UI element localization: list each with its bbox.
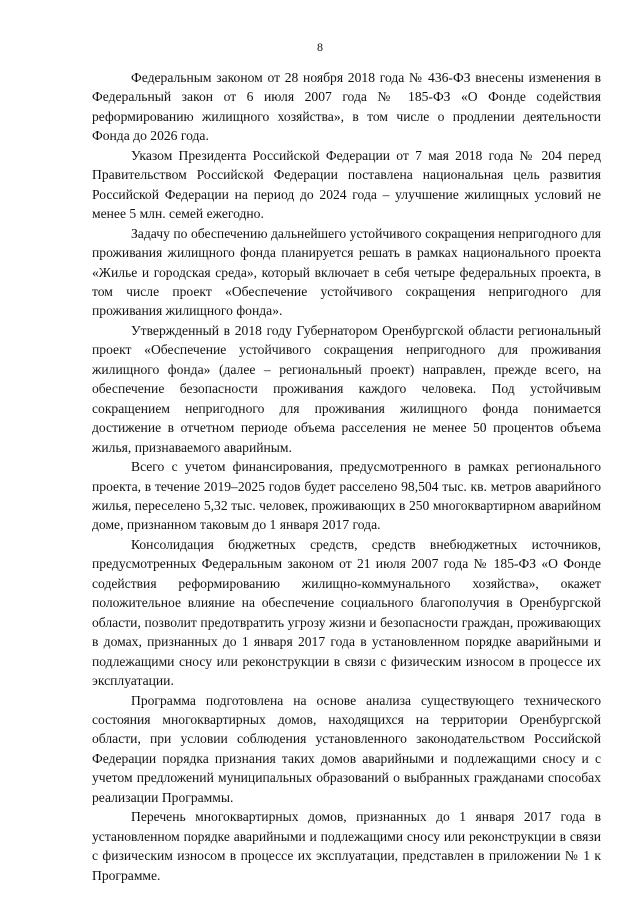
page-number: 8 (317, 40, 323, 54)
paragraph-budget-consolidation: Консолидация бюджетных средств, средств внебюджетных источников, предусмотренных Федеральным законом от 21 июля 2007 года № 185-ФЗ «О Фонде содействия реформированию жилищно-коммунального хозяйства», окажет положительное влияние на обеспечение социального благополучия в Оренбургской области, позволит предотвратить угрозу жизни и безопасности граждан, проживающих в домах, признанных до 1 января 2017 года в установленном порядке аварийными и подлежащими сносу или реконструкции в связи с физическим износом в процессе их эксплуатации. (92, 536, 601, 689)
paragraph-financing-totals: Всего с учетом финансирования, предусмотренного в рамках регионального проекта, в течение 2019–2025 годов будет расселено 98,504 тыс. кв. метров аварийного жилья, переселено 5,32 тыс. человек, проживающих в 250 многоквартирном аварийном доме, признанном таковым до 1 января 2017 года. (92, 459, 601, 533)
paragraph-regional-project: Утвержденный в 2018 году Губернатором Оренбургской области региональный проект «Обеспечение устойчивого сокращения непригодного для проживания жилищного фонда» (далее – региональный проект) направлен, прежде всего, на обеспечение безопасности проживания каждого человека. Под устойчивым сокращением непригодного для проживания жилищного фонда понимается достижение в отчетном периоде объема расселения не менее 50 процентов объема жилья, признаваемого аварийным. (92, 322, 601, 455)
paragraph-federal-law-436: Федеральным законом от 28 ноября 2018 года № 436-ФЗ внесены изменения в Федеральный закон от 6 июля 2007 года № 185-ФЗ «О Фонде содействия реформированию жилищного хозяйства», в том числе о продлении деятельности Фонда до 2026 года. (92, 70, 601, 144)
paragraph-national-project-task: Задачу по обеспечению дальнейшего устойчивого сокращения непригодного для проживания жилищного фонда планируется решать в рамках национального проекта «Жилье и городская среда», который включает в себя четыре федеральных проекта, в том числе проект «Обеспечение устойчивого сокращения непригодного для проживания жилищного фонда». (92, 225, 601, 319)
document-body (92, 68, 601, 885)
paragraph-building-list-reference: Перечень многоквартирных домов, признанных до 1 января 2017 года в установленном порядке аварийными и подлежащими сносу или реконструкции в связи с физическим износом в процессе их эксплуатации, представлен в приложении № 1 к Программе. (92, 809, 601, 883)
paragraph-presidential-decree-204: Указом Президента Российской Федерации от 7 мая 2018 года № 204 перед Правительством Российской Федерации поставлена национальная цель развития Российской Федерации на период до 2024 года – улучшение жилищных условий не менее 5 млн. семей ежегодно. (92, 147, 601, 222)
paragraph-program-basis: Программа подготовлена на основе анализа существующего технического состояния многоквартирных домов, находящихся на территории Оренбургской области, при условии соблюдения установленного законодательством Российской Федерации порядка признания таких домов аварийными и подлежащими сносу и с учетом предложений муниципальных образований о выбранных гражданами способах реализации Программы. (92, 692, 601, 805)
